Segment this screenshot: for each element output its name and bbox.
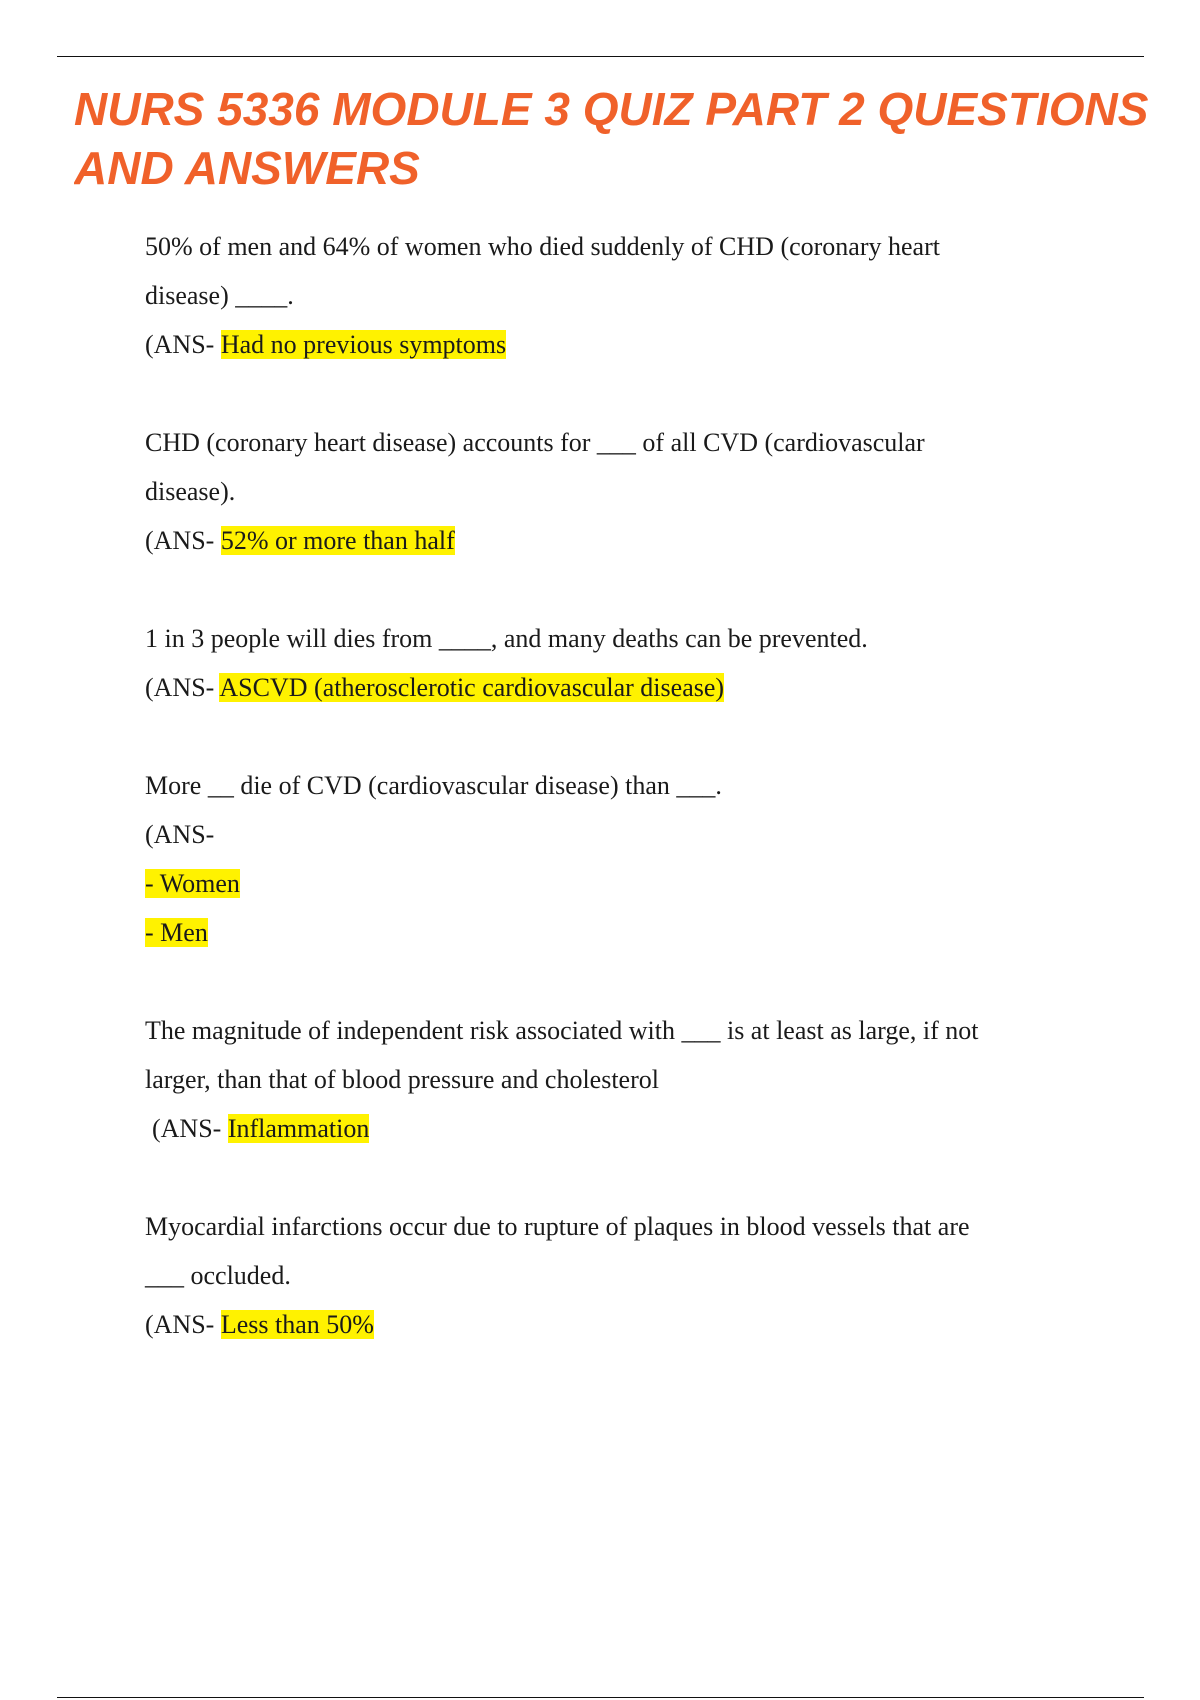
bottom-rule [57,1697,1144,1698]
qa-item [145,1006,1085,1153]
answer-highlight: - Women [145,869,240,898]
qa-item [145,1202,1085,1349]
question-line: disease). [145,477,236,506]
answer-line [145,516,1085,565]
answer-highlight: ASCVD (atherosclerotic cardiovascular disease) [219,673,725,702]
qa-item [145,614,1085,712]
question-line: More __ die of CVD (cardiovascular disease) than ___. [145,771,722,800]
question-line: larger, than that of blood pressure and cholesterol [145,1065,659,1094]
answer-line [145,908,1085,957]
answer-prefix: (ANS- [145,820,215,849]
question-line: ___ occluded. [145,1261,291,1290]
question-line: Myocardial infarctions occur due to rupture of plaques in blood vessels that are [145,1212,970,1241]
qa-item [145,418,1085,565]
question-line: 50% of men and 64% of women who died suddenly of CHD (coronary heart [145,232,940,261]
top-rule [57,56,1144,57]
question-line: CHD (coronary heart disease) accounts for ___ of all CVD (cardiovascular [145,428,925,457]
qa-item [145,761,1085,957]
answer-prefix: (ANS- [145,673,220,702]
title-line-2: AND ANSWERS [74,142,420,194]
answer-line [145,1104,1085,1153]
question-line: The magnitude of independent risk associated with ___ is at least as large, if not [145,1016,979,1045]
answer-line [145,859,1085,908]
document-title [74,80,1200,198]
question-line: disease) ____. [145,281,294,310]
answer-line [145,663,1085,712]
answer-line [145,320,1085,369]
qa-item [145,222,1085,369]
title-line-1: NURS 5336 MODULE 3 QUIZ PART 2 QUESTIONS [74,83,1149,135]
answer-prefix: (ANS- [145,330,221,359]
answer-prefix: (ANS- [145,1310,221,1339]
qa-list [145,222,1085,1398]
answer-highlight: Had no previous symptoms [220,330,507,359]
answer-line [145,1300,1085,1349]
answer-highlight: Inflammation [227,1114,370,1143]
answer-highlight: 52% or more than half [220,526,455,555]
answer-highlight: Less than 50% [220,1310,374,1339]
answer-highlight: - Men [145,918,208,947]
question-line: 1 in 3 people will dies from ____, and many deaths can be prevented. [145,624,868,653]
answer-prefix: (ANS- [145,526,221,555]
answer-prefix: (ANS- [152,1114,228,1143]
